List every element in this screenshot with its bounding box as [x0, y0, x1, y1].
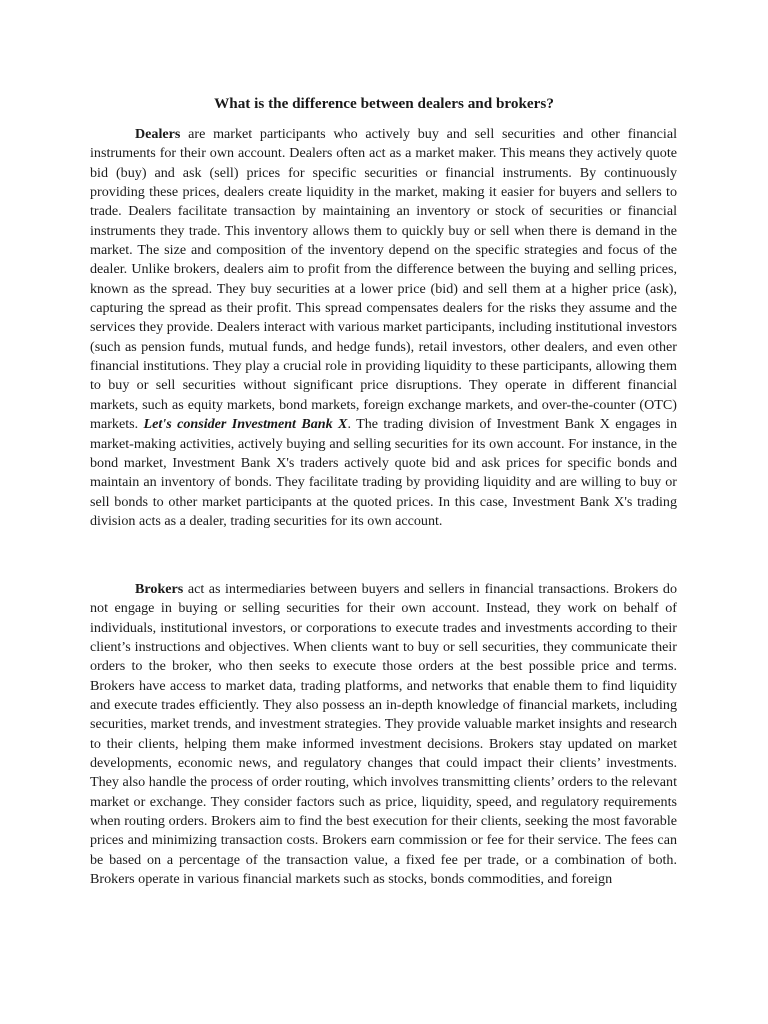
- page-title: What is the difference between dealers and brokers?: [214, 95, 554, 112]
- dealers-text-part1: are market participants who actively buy and sell securities and other financial instruments for their own account. Dealers often act as a market maker. This means they actively quote bid (buy) and ask (sell) prices for specific securities or financial instruments. By continuously providing these prices, dealers create liquidity in the market, making it easier for buyers and sellers to trade. Dealers facilitate transaction by maintaining an inventory or stock of securities or financial instruments they trade. This inventory allows them to quickly buy or sell when there is demand in the market. The size and composition of the inventory depend on the specific strategies and focus of the dealer. Unlike brokers, dealers aim to profit from the difference between the buying and selling prices, known as the spread. They buy securities at a lower price (bid) and sell them at a higher price (ask), capturing the spread as their profit. This spread compensates dealers for the risks they assume and the services they provide. Dealers interact with various market participants, including institutional investors (such as pension funds, mutual funds, and hedge funds), retail investors, other dealers, and even other financial institutions. They play a crucial role in providing liquidity to these participants, allowing them to buy or sell securities without significant price disruptions. They operate in different financial markets, such as equity markets, bond markets, foreign exchange markets, and over-the-counter (OTC) markets.: [90, 126, 677, 433]
- dealers-paragraph: [90, 125, 677, 531]
- investment-bank-example-emphasis: Let's consider Investment Bank X: [143, 416, 348, 433]
- brokers-paragraph: [90, 580, 677, 890]
- dealers-text-part2: . The trading division of Investment Bank X engages in market-making activities, actively buying and selling securities for its own account. For instance, in the bond market, Investment Bank X's traders actively quote bid and ask prices for specific bonds and maintain an inventory of bonds. They facilitate trading by providing liquidity and are willing to buy or sell bonds to other market participants at the quoted prices. In this case, Investment Bank X's trading division acts as a dealer, trading securities for its own account.: [90, 416, 677, 529]
- brokers-lead-term: Brokers: [135, 581, 184, 597]
- brokers-text: act as intermediaries between buyers and sellers in financial transactions. Brokers do not engage in buying or selling securities for their own account. Instead, they work on behalf of individuals, institutional investors, or corporations to execute trades and investments according to their client’s instructions and objectives. When clients want to buy or sell securities, they communicate their orders to the broker, who then seeks to execute those orders at the best possible price and terms. Brokers have access to market data, trading platforms, and networks that enable them to find liquidity and execute trades efficiently. They also possess an in-depth knowledge of financial markets, including securities, market trends, and investment strategies. They provide valuable market insights and research to their clients, helping them make informed investment decisions. Brokers stay updated on market developments, economic news, and regulatory changes that could impact their clients’ investments. They also handle the process of order routing, which involves transmitting clients’ orders to the relevant market or exchange. They consider factors such as price, liquidity, speed, and regulatory requirements when routing orders. Brokers aim to find the best execution for their clients, seeking the most favorable prices and minimizing transaction costs. Brokers earn commission or fee for their service. The fees can be based on a percentage of the transaction value, a fixed fee per trade, or a combination of both. Brokers operate in various financial markets such as stocks, bonds commodities, and foreign: [90, 581, 677, 888]
- dealers-lead-term: Dealers: [135, 126, 181, 142]
